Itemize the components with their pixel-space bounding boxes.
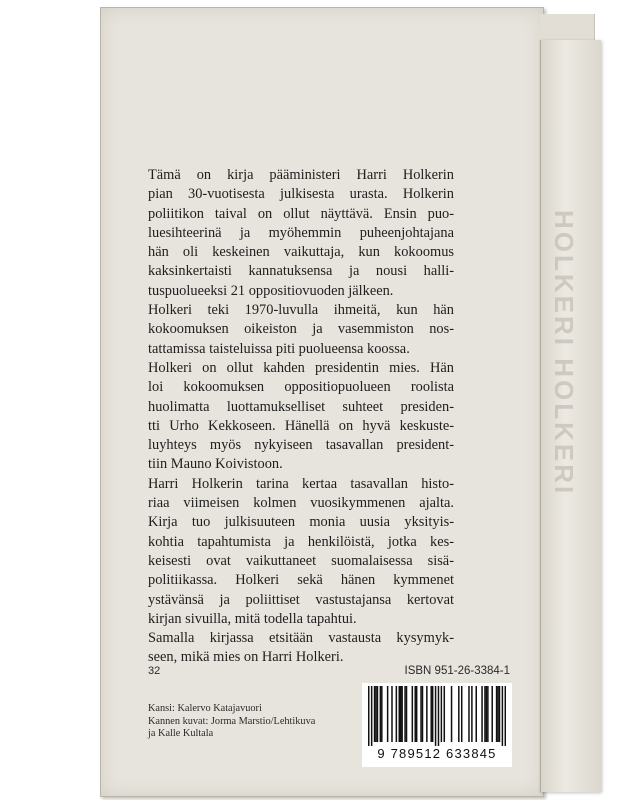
blurb-line: politiikassa. Holkeri sekä hänen kymmenet <box>148 572 454 589</box>
credit-line: Kannen kuvat: Jorma Marstio/Lehtikuva <box>148 715 316 727</box>
barcode-bar <box>420 686 422 742</box>
blurb-line: seen, mikä mies on Harri Holkeri. <box>148 649 344 666</box>
barcode-bar <box>481 686 483 742</box>
credit-line: ja Kalle Kultala <box>148 728 214 740</box>
spine-title <box>548 210 584 770</box>
barcode-bar <box>401 686 403 742</box>
blurb-line: Holkeri teki 1970-luvulla ihmeitä, kun hän <box>148 302 454 319</box>
blurb-line: tuspuolueeksi 21 oppositiovuoden jälkeen. <box>148 282 394 299</box>
barcode-bar <box>396 686 398 742</box>
blurb-text <box>148 166 454 668</box>
blurb-line: hän oli keskeinen vaikuttaja, kun kokoomus <box>148 244 454 261</box>
barcode-bar <box>414 686 416 742</box>
blurb-line: tti Urho Kekkoseen. Hänellä on hyvä keskuste- <box>148 417 454 434</box>
blurb-line: Holkeri on ollut kahden presidentin mies. Hän <box>148 359 454 376</box>
barcode-bar <box>371 686 373 746</box>
blurb-paragraph <box>148 475 454 629</box>
credit-line: Kansi: Kalervo Katajavuori <box>148 703 262 714</box>
blurb-line: Samalla kirjassa etsitään vastausta kysymyk- <box>148 630 454 647</box>
page-number: 32 <box>148 665 161 677</box>
blurb-line: keisesti ovat vaikuttaneet suomalaisessa sisä- <box>148 552 454 569</box>
blurb-line: luesihteerinä ja myöhemmin puheenjohtajana <box>148 224 454 241</box>
blurb-line: luyhteys myös nykyiseen tasavallan president- <box>148 437 454 454</box>
barcode-bar <box>377 686 379 742</box>
barcode-bar <box>496 686 498 742</box>
barcode-bars <box>368 686 506 746</box>
barcode-bar <box>375 686 377 742</box>
blurb-line: kaksinkertaisti kannatuksensa ja nousi halli- <box>148 263 454 280</box>
barcode-bar <box>430 686 432 742</box>
barcode-bar <box>432 686 434 742</box>
blurb-paragraph <box>148 629 454 668</box>
blurb-line: loi kokoomuksen oppositiopuolueen roolista <box>148 379 454 396</box>
barcode-number: 9 789512 633845 <box>377 746 497 761</box>
barcode-bar <box>441 686 443 742</box>
barcode-bar <box>435 686 437 746</box>
barcode-bar <box>381 686 383 742</box>
barcode-bar <box>451 686 453 742</box>
blurb-line: huolimatta luottamukselliset suhteet presiden- <box>148 398 454 415</box>
barcode-bar <box>422 686 424 742</box>
barcode-bar <box>406 686 408 742</box>
blurb-line: kohtia tapahtumista ja henkilöistä, jotka kes- <box>148 533 454 550</box>
barcode-bar <box>387 686 389 742</box>
blurb-line: kokoomuksen oikeiston ja vasemmiston nos- <box>148 321 454 338</box>
barcode-bar <box>412 686 414 742</box>
barcode-bar <box>458 686 460 742</box>
barcode-bar <box>391 686 393 742</box>
blurb-line: kirjan sivuilla, mitä todella tapahtui. <box>148 610 357 627</box>
blurb-paragraph <box>148 359 454 475</box>
barcode-bar <box>399 686 401 742</box>
barcode-bar <box>475 686 477 742</box>
barcode-bar <box>400 686 402 742</box>
blurb-line: pian 30-vuotisesta julkisesta urasta. Holkerin <box>148 186 454 203</box>
barcode-bar <box>404 686 406 742</box>
barcode-bar <box>471 686 473 742</box>
blurb-paragraph <box>148 301 454 359</box>
barcode-bar <box>497 686 499 742</box>
barcode-bar <box>486 686 488 742</box>
barcode-bar <box>499 686 501 742</box>
blurb-line: ystävänsä ja poliittiset vastustajansa kertovat <box>148 591 454 608</box>
barcode <box>362 683 512 767</box>
barcode-bar <box>491 686 493 742</box>
barcode-bar <box>487 686 489 742</box>
barcode-bar <box>416 686 418 742</box>
blurb-line: Tämä on kirja pääministeri Harri Holkerin <box>148 167 454 183</box>
cover-credits <box>148 703 338 741</box>
barcode-bar <box>374 686 376 742</box>
blurb-line: riaa viimeisen kolmen vuosikymmenen ajalta. <box>148 495 454 512</box>
blurb-line: tattamissa taisteluissa piti puolueensa koossa. <box>148 340 410 357</box>
blurb-line: Harri Holkerin tarina kertaa tasavallan histo- <box>148 475 454 492</box>
barcode-bar <box>484 686 486 742</box>
blurb-line: Kirja tuo julkisuuteen monia uusia yksityis- <box>148 514 454 531</box>
barcode-bar <box>438 686 440 746</box>
spine-title-text: HOLKERI HOLKERI <box>549 210 579 497</box>
barcode-bar <box>468 686 470 742</box>
blurb-line: tiin Mauno Koivistoon. <box>148 456 283 473</box>
blurb-line: poliitikon taival on ollut näyttävä. Ensin puo- <box>148 205 454 222</box>
barcode-bar <box>461 686 463 742</box>
barcode-bar <box>444 686 446 742</box>
barcode-bar <box>368 686 370 746</box>
barcode-bar <box>380 686 382 742</box>
blurb-paragraph <box>148 166 454 301</box>
isbn-text: ISBN 951-26-3384-1 <box>404 665 510 677</box>
barcode-bar <box>426 686 428 742</box>
barcode-bar <box>502 686 504 746</box>
barcode-bar <box>505 686 506 746</box>
